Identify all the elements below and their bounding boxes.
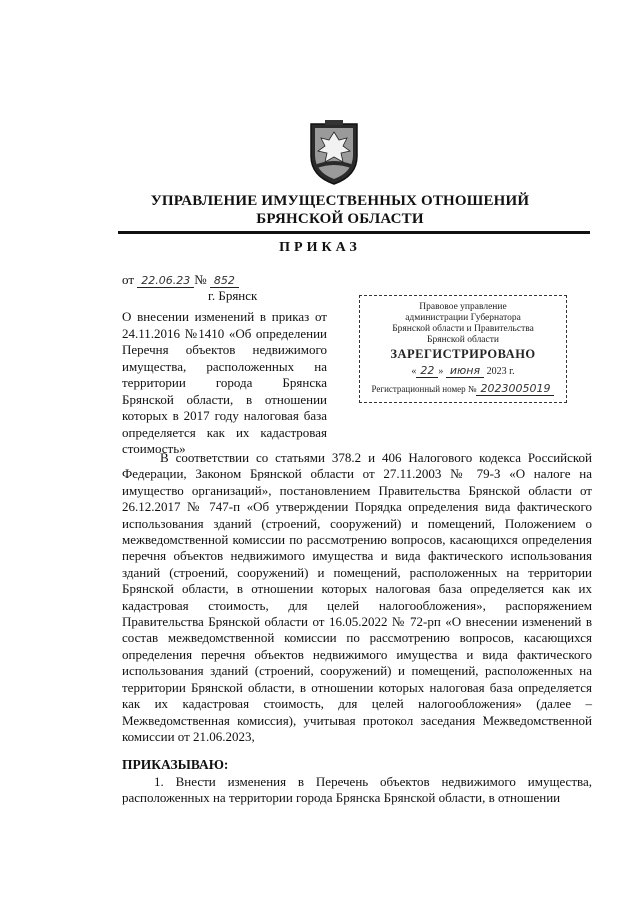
order-body	[122, 450, 592, 745]
stamp-date-year: 2023 г.	[486, 366, 515, 377]
stamp-reg-row	[360, 383, 566, 395]
organization-name-line-2: БРЯНСКОЙ ОБЛАСТИ	[256, 211, 424, 227]
order-date: 22.06.23	[137, 274, 194, 288]
stamp-registered: ЗАРЕГИСТРИРОВАНО	[390, 347, 536, 361]
stamp-date-month: июня	[446, 364, 484, 378]
stamp-line-2: администрации Губернатора	[405, 313, 521, 323]
city: г. Брянск	[208, 288, 258, 303]
order-subject: О внесении изменений в приказ от 24.11.2016 №1410 «Об определении Перечня объектов недвижимого имущества, расположенных на территории города Брянска Брянской области, в отношении которых в 2017 году налоговая база определяется как их кадастровая стоимость»	[122, 309, 327, 456]
preamble-paragraph: В соответствии со статьями 378.2 и 406 Налогового кодекса Российской Федерации, Законом Брянской области от 27.11.2003 № 79-З «О налоге на имущество организаций», постановлением Правительства Брянской области от 26.12.2017 № 747-п «Об утверждении Порядка определения вида фактического использования зданий (строений, сооружений) и помещений, Положением о межведомственной комиссии по рассмотрению вопросов, касающихся определения перечня объектов недвижимого имущества и вида фактического использования зданий (строений, сооружений) и помещений, расположенных на территории Брянской области, в отношении которых налоговая база определяется как их кадастровая стоимость, для целей налогообложения», распоряжением Правительства Брянской области от 16.05.2022 № 72-рп «О внесении изменений в состав межведомственной комиссии по рассмотрению вопросов, касающихся определения перечня объектов недвижимого имущества и вида фактического использования зданий (строений, сооружений) и помещений, расположенных на территории Брянской области, в отношении которых налоговая база определяется как их кадастровая стоимость, для целей налогообложения» (далее – Межведомственная комиссия), учитывая протокол заседания Межведомственной комиссии от 21.06.2023,	[122, 450, 592, 744]
order-number: 852	[210, 274, 239, 288]
stamp-line-4: Брянской области	[427, 335, 499, 345]
stamp-reg-label: Регистрационный номер №	[371, 384, 477, 394]
document-type: ПРИКАЗ	[279, 240, 361, 255]
date-prefix: от	[122, 272, 135, 287]
order-heading: ПРИКАЗЫВАЮ:	[122, 757, 229, 772]
stamp-reg-number: 2023005019	[476, 382, 554, 396]
header-divider	[118, 231, 590, 234]
registration-stamp	[359, 295, 567, 403]
stamp-line-3: Брянской области и Правительства	[392, 324, 534, 334]
number-prefix: №	[194, 272, 207, 287]
stamp-date-row: « 22 » июня 2023 г.	[411, 364, 515, 377]
coat-of-arms-emblem	[303, 118, 365, 186]
organization-name-line-1: УПРАВЛЕНИЕ ИМУЩЕСТВЕННЫХ ОТНОШЕНИЙ	[150, 193, 530, 209]
order-item-1: 1. Внести изменения в Перечень объектов недвижимого имущества, расположенных на территории города Брянска Брянской области, в отношении	[122, 774, 592, 806]
order-date-line	[122, 272, 239, 288]
organization-name	[150, 192, 530, 228]
stamp-line-1: Правовое управление	[419, 302, 507, 312]
stamp-date-day: 22	[416, 364, 438, 378]
